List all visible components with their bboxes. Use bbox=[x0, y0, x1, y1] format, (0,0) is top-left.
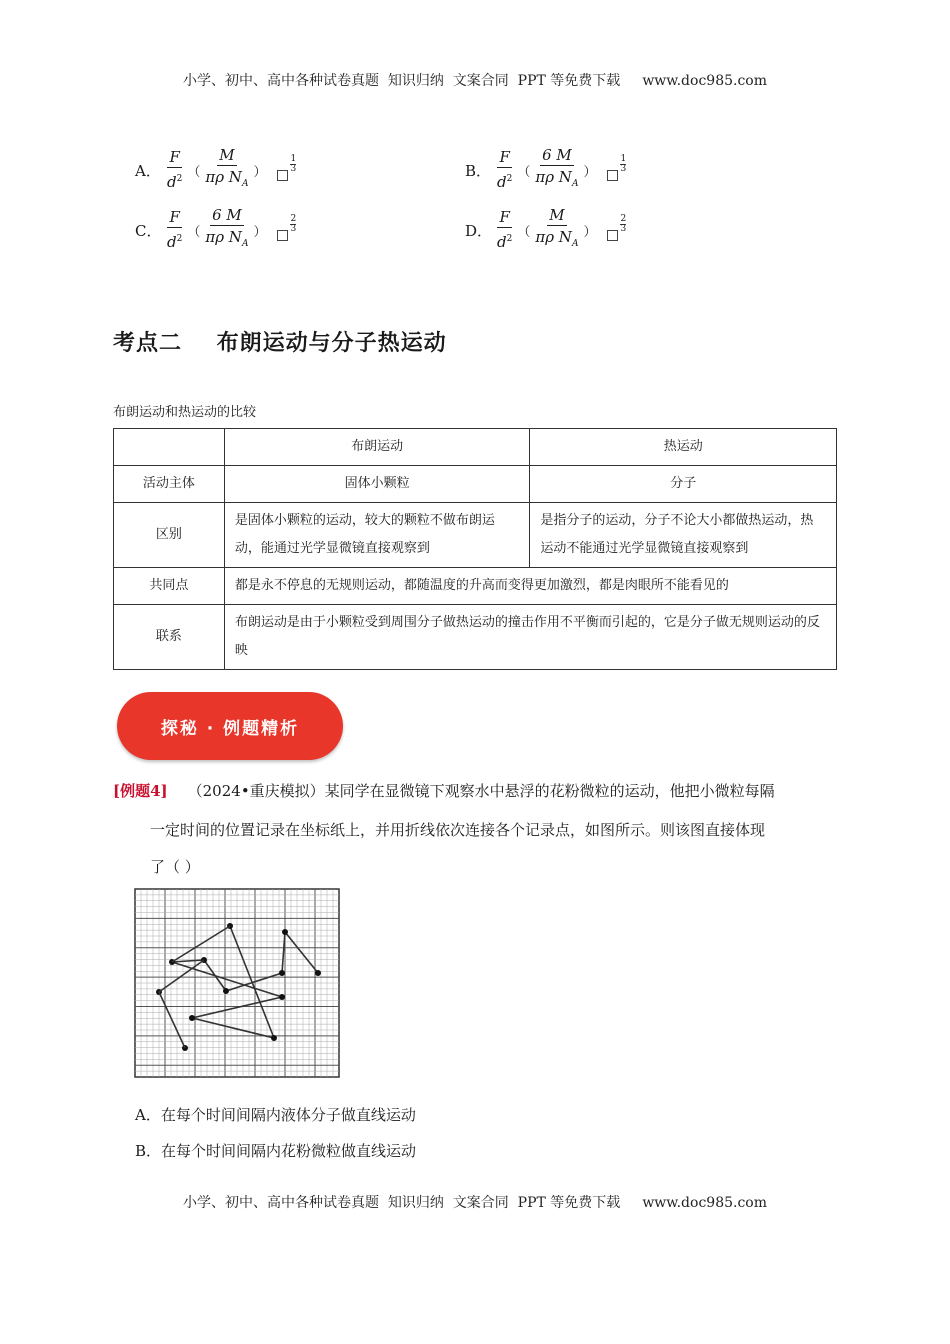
brownian-trajectory-diagram bbox=[134, 888, 340, 1078]
force-fraction: $\frac{F}{d^2}$ bbox=[497, 208, 513, 251]
record-point bbox=[315, 970, 321, 976]
table-cell: 布朗运动是由于小颗粒受到周围分子做热运动的撞击作用不平衡而引起的，它是分子做无规则运动的反映 bbox=[224, 605, 836, 670]
table-header-cell: 布朗运动 bbox=[224, 429, 530, 466]
force-fraction: $\frac{F}{d^2}$ bbox=[167, 148, 183, 191]
answer-option-a[interactable]: A．在每个时间间隔内液体分子做直线运动 bbox=[135, 1106, 416, 1124]
paren-left: （ bbox=[517, 224, 531, 240]
record-point bbox=[282, 929, 288, 935]
option-label: D． bbox=[465, 221, 493, 240]
question-line-1: [例题4] （2024•重庆模拟）某同学在显微镜下观察水中悬浮的花粉微粒的运动，他把小微粒每隔 bbox=[113, 782, 775, 800]
page-footer bbox=[0, 1192, 950, 1212]
row-label: 联系 bbox=[114, 605, 225, 670]
placeholder-box-icon bbox=[277, 170, 288, 181]
force-fraction: $\frac{F}{d^2}$ bbox=[497, 148, 513, 191]
exponent-fraction: 2 3 bbox=[290, 213, 297, 234]
page-header bbox=[0, 70, 950, 90]
record-point bbox=[279, 994, 285, 1000]
table-row bbox=[114, 466, 837, 503]
answer-option-b[interactable]: B．在每个时间间隔内花粉微粒做直线运动 bbox=[135, 1142, 417, 1160]
paren-right: ） bbox=[583, 224, 597, 240]
example-badge: 探秘 · 例题精析 bbox=[117, 692, 343, 760]
mass-fraction: $\frac{6 M}{\pi\rho N_A}$ bbox=[205, 206, 249, 249]
table-header-cell bbox=[114, 429, 225, 466]
option-a[interactable] bbox=[135, 145, 296, 195]
table-header-cell: 热运动 bbox=[530, 429, 837, 466]
table-cell: 都是永不停息的无规则运动，都随温度的升高而变得更加激烈，都是肉眼所不能看见的 bbox=[224, 568, 836, 605]
record-point bbox=[271, 1035, 277, 1041]
exponent-fraction: 1 3 bbox=[620, 153, 627, 174]
option-label: A． bbox=[135, 161, 161, 180]
table-cell: 分子 bbox=[530, 466, 837, 503]
force-fraction: $\frac{F}{d^2}$ bbox=[167, 208, 183, 251]
option-b[interactable] bbox=[465, 145, 626, 195]
question-tag: [例题4] bbox=[113, 782, 168, 800]
footer-url[interactable]: www.doc985.com bbox=[642, 1195, 767, 1211]
question-line-2: 一定时间的位置记录在坐标纸上，并用折线依次连接各个记录点，如图所示。则该图直接体现 bbox=[150, 821, 766, 839]
header-text: 小学、初中、高中各种试卷真题 知识归纳 文案合同 PPT 等免费下载 bbox=[182, 73, 621, 89]
table-row bbox=[114, 568, 837, 605]
paren-left: （ bbox=[187, 164, 201, 180]
paren-right: ） bbox=[583, 164, 597, 180]
record-point bbox=[279, 970, 285, 976]
table-cell: 是指分子的运动，分子不论大小都做热运动，热运动不能通过光学显微镜直接观察到 bbox=[530, 503, 837, 568]
placeholder-box-icon bbox=[607, 170, 618, 181]
paren-right: ） bbox=[253, 224, 267, 240]
paren-left: （ bbox=[187, 224, 201, 240]
option-d[interactable] bbox=[465, 205, 626, 255]
option-c[interactable] bbox=[135, 205, 296, 255]
record-point bbox=[189, 1015, 195, 1021]
row-label: 共同点 bbox=[114, 568, 225, 605]
section-title: 考点二 布朗运动与分子热运动 bbox=[113, 331, 447, 356]
footer-text: 小学、初中、高中各种试卷真题 知识归纳 文案合同 PPT 等免费下载 bbox=[182, 1195, 621, 1211]
paren-right: ） bbox=[253, 164, 267, 180]
header-url[interactable]: www.doc985.com bbox=[642, 73, 767, 89]
table-header-row bbox=[114, 429, 837, 466]
row-label: 区别 bbox=[114, 503, 225, 568]
mass-fraction: $\frac{M}{\pi\rho N_A}$ bbox=[535, 206, 579, 249]
mass-fraction: $\frac{M}{\pi\rho N_A}$ bbox=[205, 146, 249, 189]
row-label: 活动主体 bbox=[114, 466, 225, 503]
table-caption: 布朗运动和热运动的比较 bbox=[113, 405, 257, 420]
exponent-fraction: 2 3 bbox=[620, 213, 627, 234]
option-label: C． bbox=[135, 221, 162, 240]
table-row bbox=[114, 503, 837, 568]
paren-left: （ bbox=[517, 164, 531, 180]
placeholder-box-icon bbox=[607, 230, 618, 241]
table-cell: 是固体小颗粒的运动，较大的颗粒不做布朗运动，能通过光学显微镜直接观察到 bbox=[224, 503, 530, 568]
question-line-3: 了（ ） bbox=[150, 858, 200, 876]
placeholder-box-icon bbox=[277, 230, 288, 241]
exponent-fraction: 1 3 bbox=[290, 153, 297, 174]
table-cell: 固体小颗粒 bbox=[224, 466, 530, 503]
option-label: B． bbox=[465, 161, 492, 180]
mass-fraction: $\frac{6 M}{\pi\rho N_A}$ bbox=[535, 146, 579, 189]
record-point bbox=[223, 988, 229, 994]
table-row bbox=[114, 605, 837, 670]
comparison-table bbox=[113, 428, 837, 670]
